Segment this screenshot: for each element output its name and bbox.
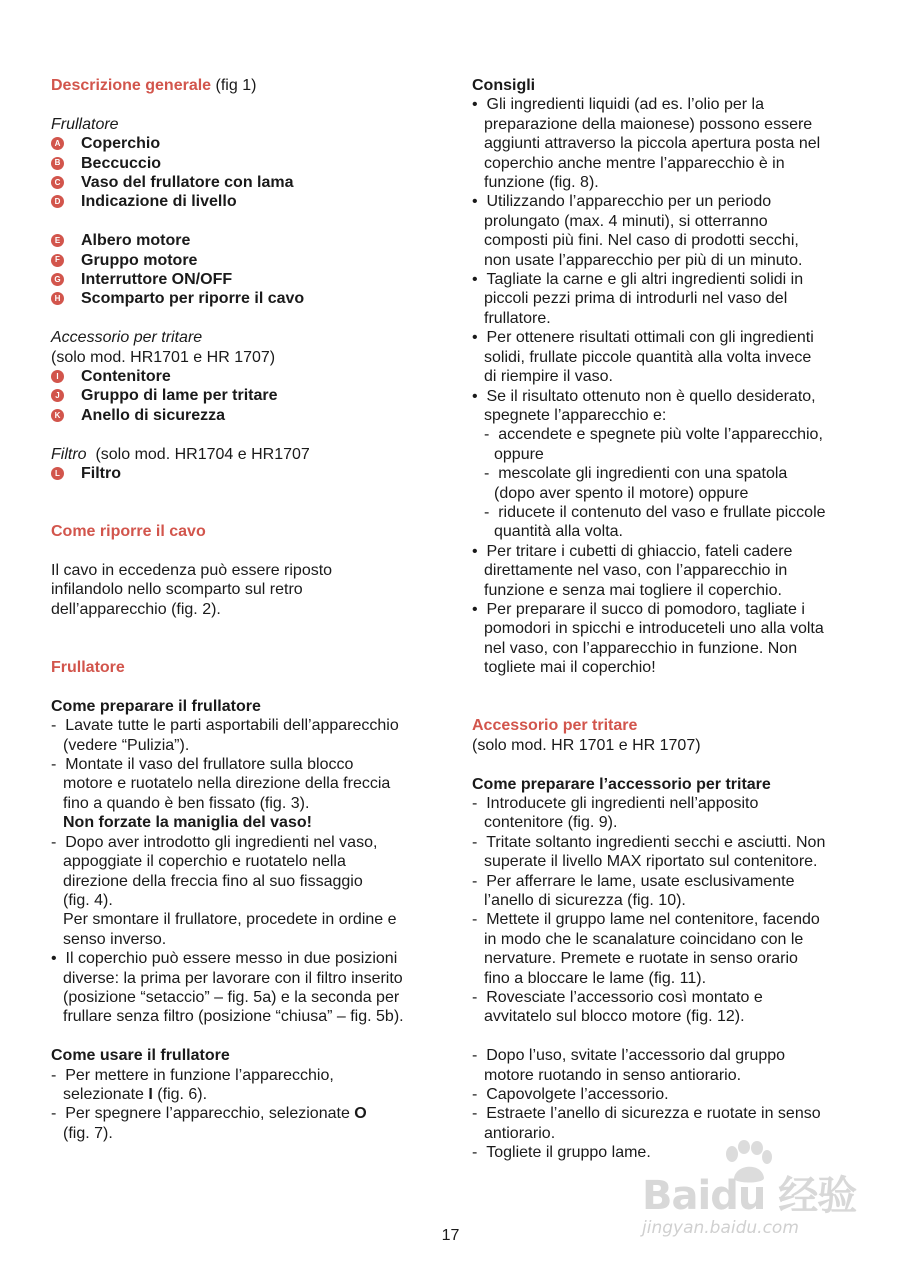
letter-badge-icon: I [51,370,64,383]
preparare-list-2 [51,833,446,911]
part-item [51,367,446,386]
list-line: nel vaso, con l’apparecchio in funzione. Non [484,639,798,657]
list-line: direttamente nel vaso, con l’apparecchio in [484,562,788,580]
part-label: Filtro [81,465,121,483]
list-marker: - [472,989,478,1007]
letter-badge-icon: A [51,137,64,150]
part-item [51,386,446,405]
part-label: Indicazione di livello [81,193,237,211]
part-label: Coperchio [81,135,161,153]
list-line: superate il livello MAX riportato sul contenitore. [484,853,818,871]
list-marker: - [472,1047,478,1065]
list-line: Lavate tutte le parti asportabili dell’apparecchio [65,717,399,735]
list-item [472,910,867,988]
list-item [472,1046,867,1085]
list-line: (posizione “setaccio” – fig. 5a) e la seconda per [63,988,400,1006]
letter-badge-icon: H [51,292,64,305]
list-line: frullare senza filtro (posizione “chiusa” – fig. 5b). [63,1008,404,1026]
list-item [472,387,867,426]
list-line: antiorario. [484,1124,556,1142]
list-marker: - [472,833,478,851]
part-label: Gruppo di lame per tritare [81,387,278,405]
cavo-heading: Come riporre il cavo [51,523,206,541]
list-marker: - [51,756,57,774]
list-line: togliete mai il coperchio! [484,659,656,677]
list-line: contenitore (fig. 9). [484,814,618,832]
list-item [472,542,867,600]
preparare-note [51,910,446,949]
part-item [51,173,446,192]
letter-badge-icon: J [51,389,64,402]
list-marker: • [472,600,478,618]
list-line: aggiunti attraverso la piccola apertura posta nel [484,135,821,153]
part-label: Beccuccio [81,154,162,172]
list-item [51,949,446,1027]
list-marker: • [472,542,478,560]
list-marker: • [472,193,478,211]
list-line: Estraete l’anello di sicurezza e ruotate in senso [486,1105,821,1123]
part-item [51,270,446,289]
list-line: avvitatelo sul blocco motore (fig. 12). [484,1008,745,1026]
consigli-sublist [472,425,867,541]
list-line: funzione e senza mai togliere il coperchio. [484,581,782,599]
parts-list-motore [51,231,446,309]
list-item [472,988,867,1027]
consigli-list-2 [472,542,867,678]
filtro-line: Filtro (solo mod. HR1704 e HR1707 [51,445,310,463]
preparare-list [51,716,446,813]
letter-badge-icon: G [51,273,64,286]
list-line: Per preparare il succo di pomodoro, tagliate i [486,600,805,618]
list-marker: • [472,96,478,114]
list-line: solidi, frullate piccole quantità alla volta invece [484,348,812,366]
list-marker: • [472,387,478,405]
list-line: prolungato (max. 4 minuti), si otterranno [484,212,768,230]
list-line: Montate il vaso del frullatore sulla blocco [65,756,354,774]
list-line: oppure [494,445,544,463]
list-marker: - [51,833,57,851]
list-marker: • [51,950,57,968]
list-marker: - [484,465,490,483]
list-line: Capovolgete l’accessorio. [486,1086,669,1104]
page-number: 17 [441,1227,460,1244]
list-line: Utilizzando l’apparecchio per un periodo [486,193,772,211]
watermark-url: jingyan.baidu.com [642,1218,799,1238]
list-line: riducete il contenuto del vaso e frullate piccole [498,503,826,521]
part-item [51,251,446,270]
letter-badge-icon: E [51,234,64,247]
list-item [472,1085,867,1104]
parts-list-accessorio [51,367,446,425]
list-line: appoggiate il coperchio e ruotatelo nella [63,853,346,871]
cavo-paragraph [51,561,446,619]
list-line: Introducete gli ingredienti nell’apposito [486,794,759,812]
part-label: Contenitore [81,368,171,386]
list-item [51,755,446,813]
list-item [472,328,867,386]
list-item [472,1104,867,1143]
watermark-logo: Baidu 经验 [642,1173,857,1219]
list-line: fino a quando è ben fissato (fig. 3). [63,794,310,812]
right-column [472,76,867,1163]
list-line: di riempire il vaso. [484,368,613,386]
text-line: senso inverso. [63,930,167,948]
preparare-heading: Come preparare il frullatore [51,697,261,715]
usare-item-1: - Per mettere in funzione l’apparecchio, selezionate I (fig. 6). [51,1066,334,1103]
list-line: Se il risultato ottenuto non è quello desiderato, [486,387,816,405]
list-line: funzione (fig. 8). [484,174,599,192]
list-item [472,192,867,270]
part-item [51,134,446,153]
list-line: piccoli pezzi prima di introdurli nel vaso del [484,290,788,308]
list-line: Rovesciate l’accessorio così montato e [486,989,763,1007]
list-line: motore e ruotatelo nella direzione della freccia [63,775,391,793]
list-line: nervature. Premete e ruotate in senso orario [484,950,798,968]
usare-heading: Come usare il frullatore [51,1047,230,1065]
list-line: Per ottenere risultati ottimali con gli ingredienti [486,329,814,347]
list-line: Mettete il gruppo lame nel contenitore, facendo [486,911,820,929]
list-marker: • [472,271,478,289]
list-line: Tagliate la carne e gli altri ingredienti solidi in [486,271,804,289]
list-line: spegnete l’apparecchio e: [484,406,667,424]
accessorio-models: (solo mod. HR1701 e HR 1707) [51,348,276,366]
list-line: Per afferrare le lame, usate esclusivamente [486,872,795,890]
consigli-heading: Consigli [472,77,536,94]
list-line: motore ruotando in senso antiorario. [484,1066,742,1084]
part-label: Scomparto per riporre il cavo [81,290,305,308]
list-line: quantità alla volta. [494,523,623,541]
list-line: composti più fini. Nel caso di prodotti secchi, [484,232,799,250]
text-line: dell’apparecchio (fig. 2). [51,600,221,618]
list-item [472,794,867,833]
list-line: preparazione della maionese) possono essere [484,115,813,133]
part-item [51,464,446,483]
part-item [51,231,446,250]
frullatore-heading: Frullatore [51,659,125,677]
list-marker: - [51,717,57,735]
section-descrizione-heading: Descrizione generale (fig 1) [51,77,257,94]
list-marker: - [472,1086,478,1104]
list-line: (fig. 4). [63,891,113,909]
letter-badge-icon: B [51,157,64,170]
list-marker: - [472,794,478,812]
list-marker: - [484,503,490,521]
list-item [472,872,867,911]
part-item [51,192,446,211]
list-item [472,464,867,503]
list-item [472,425,867,464]
part-label: Vaso del frullatore con lama [81,174,294,192]
text-line: Il cavo in eccedenza può essere riposto [51,562,333,580]
baidu-watermark [636,1140,866,1250]
usare-item-2: - Per spegnere l’apparecchio, selezionate O (fig. 7). [51,1105,367,1142]
list-marker: - [472,872,478,890]
list-line: diverse: la prima per lavorare con il filtro inserito [63,969,403,987]
list-line: Togliete il gruppo lame. [486,1144,651,1162]
acc-prep-heading: Come preparare l’accessorio per tritare [472,775,771,793]
list-item [472,833,867,872]
left-column [51,76,446,1143]
list-item [472,95,867,192]
list-line: pomodori in spicchi e introduceteli uno alla volta [484,620,824,638]
frullatore-label: Frullatore [51,115,119,133]
acc-list [472,794,867,1027]
accessorio-models-right: (solo mod. HR 1701 e HR 1707) [472,736,701,754]
list-line: (vedere “Pulizia”). [63,736,190,754]
letter-badge-icon: F [51,254,64,267]
part-label: Gruppo motore [81,251,198,269]
accessorio-heading: Accessorio per tritare [472,717,638,735]
list-marker: • [472,329,478,347]
part-item [51,406,446,425]
list-item [51,833,446,911]
list-item [51,716,446,755]
letter-badge-icon: K [51,409,64,422]
letter-badge-icon: L [51,467,64,480]
list-line: Dopo aver introdotto gli ingredienti nel vaso, [65,833,378,851]
parts-list-frullatore [51,134,446,212]
list-line: Per tritare i cubetti di ghiaccio, fateli cadere [486,542,793,560]
list-line: in modo che le scanalature coincidano con le [484,930,804,948]
list-line: frullatore. [484,309,551,327]
list-marker: - [472,911,478,929]
list-line: fino a bloccare le lame (fig. 11). [484,969,707,987]
part-item [51,289,446,308]
list-line: Gli ingredienti liquidi (ad es. l’olio per la [486,96,764,114]
preparare-warning: Non forzate la maniglia del vaso! [63,814,312,832]
list-line: direzione della freccia fino al suo fissaggio [63,872,363,890]
list-line: mescolate gli ingredienti con una spatola [498,465,788,483]
list-marker: - [472,1105,478,1123]
text-line: Per smontare il frullatore, procedete in ordine e [63,911,397,929]
letter-badge-icon: C [51,176,64,189]
accessorio-label: Accessorio per tritare [51,329,203,347]
text-line: infilandolo nello scomparto sul retro [51,581,303,599]
list-line: Il coperchio può essere messo in due posizioni [65,950,398,968]
consigli-list [472,95,867,425]
part-label: Anello di sicurezza [81,406,226,424]
list-item [472,503,867,542]
part-label: Interruttore ON/OFF [81,271,233,289]
parts-list-filtro [51,464,446,483]
part-item [51,154,446,173]
list-line: Tritate soltanto ingredienti secchi e asciutti. Non [486,833,826,851]
list-line: accendete e spegnete più volte l’apparecchio, [498,426,823,444]
list-line: l’anello di sicurezza (fig. 10). [484,892,686,910]
list-marker: - [472,1144,478,1162]
list-item [472,600,867,678]
list-line: Dopo l’uso, svitate l’accessorio dal gruppo [486,1047,786,1065]
preparare-list-3 [51,949,446,1027]
letter-badge-icon: D [51,195,64,208]
list-item [472,270,867,328]
list-line: coperchio anche mentre l’apparecchio è in [484,154,785,172]
part-label: Albero motore [81,232,191,250]
list-line: (dopo aver spento il motore) oppure [494,484,749,502]
list-marker: - [484,426,490,444]
list-line: non usate l’apparecchio per più di un minuto. [484,251,803,269]
